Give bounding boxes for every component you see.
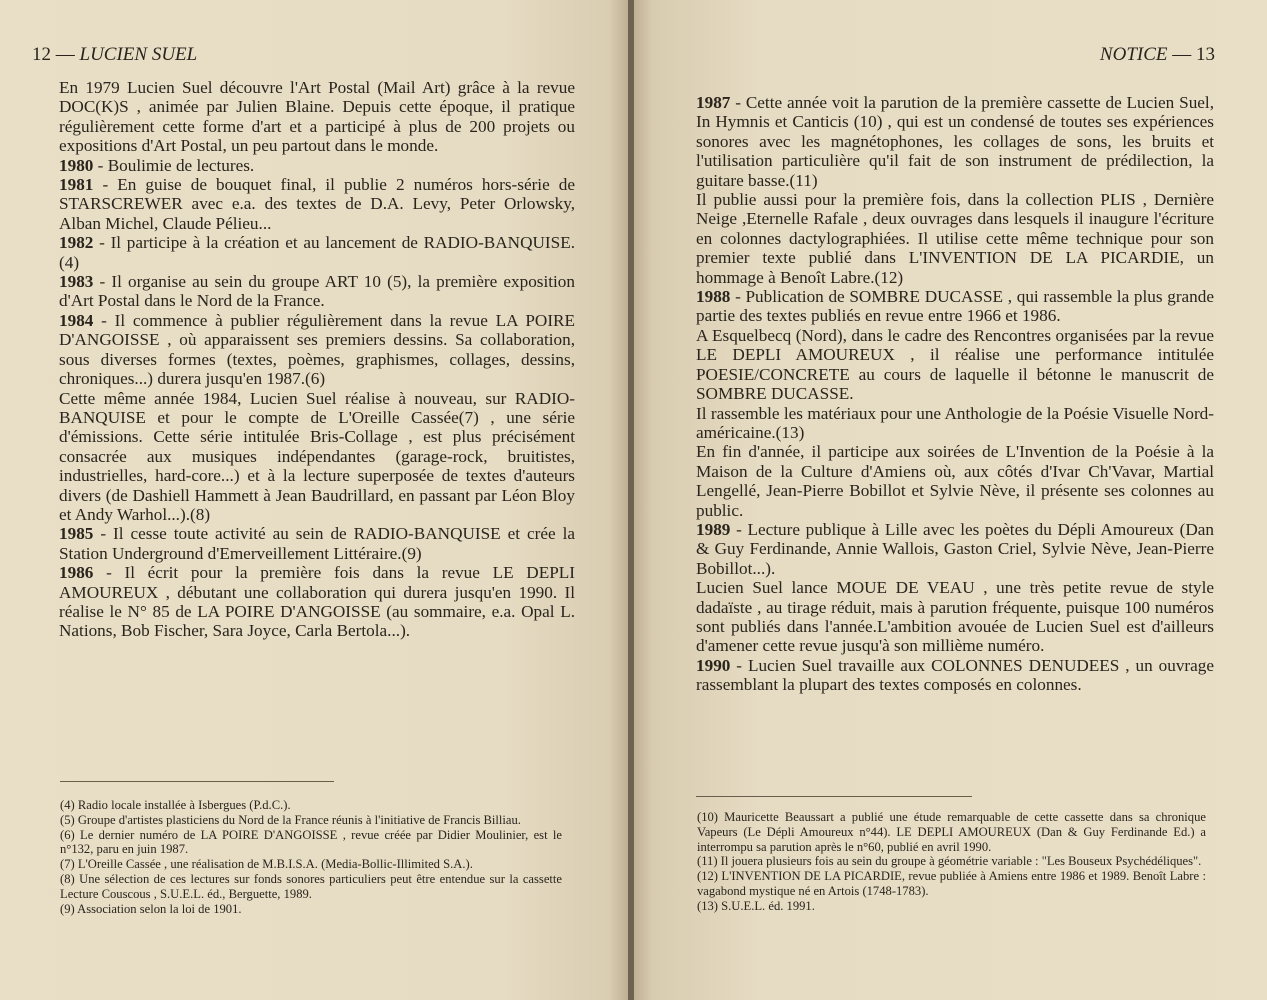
page-number-right: — 13: [1167, 44, 1215, 65]
paragraph: 1981 - En guise de bouquet final, il publie 2 numéros hors-série de STARSCREWER avec e.a. des textes de D.A. Levy, Peter Orlowsky, Alban Michel, Claude Pélieu...: [59, 175, 575, 233]
running-head-left: [32, 44, 197, 66]
paragraph: Il publie aussi pour la première fois, dans la collection PLIS , Dernière Neige ,Eternelle Rafale , deux ouvrages dans lesquels il inaugure l'écriture en colonnes dactylographiées. Il utilise cette même technique pour son premier texte publié dans L'INVENTION DE LA PICARDIE, un hommage à Benoît Labre.(12): [696, 190, 1214, 287]
footnote: (10) Mauricette Beaussart a publié une étude remarquable de cette cassette dans sa chronique Vapeurs (Le Dépli Amoureux n°44). LE DEPLI AMOUREUX (Dan & Guy Ferdinande Ed.) a interrompu sa parution après le n°60, publié en avril 1990.: [697, 810, 1206, 854]
footnote: (6) Le dernier numéro de LA POIRE D'ANGOISSE , revue créée par Didier Moulinier, est le n°132, paru en juin 1987.: [60, 827, 562, 857]
running-head-title: NOTICE: [1099, 44, 1168, 65]
footnote-rule: [60, 781, 334, 782]
footnote: (12) L'INVENTION DE LA PICARDIE, revue publiée à Amiens entre 1986 et 1989. Benoît Labre : vagabond mystique né en Artois (1748-1783).: [697, 869, 1206, 898]
paragraph: Lucien Suel lance MOUE DE VEAU , une très petite revue de style dadaïste , au tirage réduit, mais à parution fréquente, puisque 100 numéros sont publiés dans l'année.L'ambition avouée de Lucien Suel est d'ailleurs d'amener cette revue jusqu'à son millième numéro.: [696, 578, 1214, 656]
paragraph: 1985 - Il cesse toute activité au sein de RADIO-BANQUISE et crée la Station Underground d'Emerveillement Littéraire.(9): [59, 524, 575, 563]
left-page: [0, 0, 628, 1000]
footnote: (13) S.U.E.L. éd. 1991.: [697, 898, 815, 913]
footnote: (5) Groupe d'artistes plasticiens du Nord de la France réunis à l'initiative de Francis Billiau.: [60, 812, 521, 827]
footnote: (9) Association selon la loi de 1901.: [60, 901, 242, 916]
paragraph: 1990 - Lucien Suel travaille aux COLONNES DENUDEES , un ouvrage rassemblant la plupart des textes composés en colonnes.: [696, 655, 1214, 695]
footnote: (7) L'Oreille Cassée , une réalisation de M.B.I.S.A. (Media-Bollic-Illimited S.A.).: [60, 857, 473, 872]
page-number-left: 12 —: [32, 44, 80, 65]
paragraph: En fin d'année, il participe aux soirées de L'Invention de la Poésie à la Maison de la Culture d'Amiens où, aux côtés d'Ivar Ch'Vavar, Martial Lengellé, Jean-Pierre Bobillot et Sylvie Nève, il présente ses colonnes au public.: [696, 442, 1214, 520]
left-footnotes: [60, 798, 562, 916]
paragraph: 1986 - Il écrit pour la première fois dans la revue LE DEPLI AMOUREUX , débutant une collaboration qui durera jusqu'en 1990. Il réalise le N° 85 de LA POIRE D'ANGOISSE (au sommaire, e.a. Opal L. Nations, Bob Fischer, Sara Joyce, Carla Bertola...).: [59, 563, 575, 641]
running-head-author: LUCIEN SUEL: [79, 44, 198, 65]
paragraph: 1988 - Publication de SOMBRE DUCASSE , qui rassemble la plus grande partie des textes publiés en revue entre 1966 et 1986.: [696, 287, 1214, 326]
footnote: (8) Une sélection de ces lectures sur fonds sonores particuliers peut être entendue sur la cassette Lecture Couscous , S.U.E.L. éd., Berguette, 1989.: [60, 871, 562, 901]
paragraph: 1980 - Boulimie de lectures.: [59, 155, 255, 175]
right-body-text: [696, 93, 1214, 695]
paragraph: 1989 - Lecture publique à Lille avec les poètes du Dépli Amoureux (Dan & Guy Ferdinande, Annie Wallois, Gaston Criel, Sylvie Nève, Jean-Pierre Bobillot...).: [696, 519, 1214, 578]
paragraph: Il rassemble les matériaux pour une Anthologie de la Poésie Visuelle Nord-américaine.(13): [696, 403, 1214, 442]
right-footnotes: [697, 810, 1206, 914]
left-body-text: [59, 78, 575, 641]
paragraph: En 1979 Lucien Suel découvre l'Art Postal (Mail Art) grâce à la revue DOC(K)S , animée par Julien Blaine. Depuis cette époque, il pratique régulièrement cette forme d'art et a participé à plus de 200 projets ou expositions d'Art Postal, un peu partout dans le monde.: [59, 78, 575, 156]
running-head-right: [1100, 44, 1215, 66]
paragraph: 1987 - Cette année voit la parution de la première cassette de Lucien Suel, In Hymnis et Canticis (10) , qui est un condensé de toutes ses expériences sonores avec les magnétophones, les collages de sons, les bruits et l'utilisation particulière qu'il fait de son instrument de prédilection, la guitare basse.(11): [696, 93, 1214, 190]
footnote: (4) Radio locale installée à Isbergues (P.d.C.).: [60, 798, 291, 812]
paragraph: A Esquelbecq (Nord), dans le cadre des Rencontres organisées par la revue LE DEPLI AMOUREUX , il réalise une performance intitulée POESIE/CONCRETE au cours de laquelle il bétonne le manuscrit de SOMBRE DUCASSE.: [696, 325, 1214, 404]
footnote-rule: [696, 796, 972, 797]
paragraph: 1982 - Il participe à la création et au lancement de RADIO-BANQUISE. (4): [59, 233, 575, 272]
footnote: (11) Il jouera plusieurs fois au sein du groupe à géométrie variable : "Les Bouseux Psychédéliques".: [697, 854, 1202, 869]
paragraph: 1983 - Il organise au sein du groupe ART 10 (5), la première exposition d'Art Postal dans le Nord de la France.: [59, 272, 575, 311]
paragraph: 1984 - Il commence à publier régulièrement dans la revue LA POIRE D'ANGOISSE , où apparaissent ses premiers dessins. Sa collaboration, sous diverses formes (textes, poèmes, graphismes, collages, dessins, chroniques...) durera jusqu'en 1987.(6): [59, 310, 575, 389]
paragraph: Cette même année 1984, Lucien Suel réalise à nouveau, sur RADIO-BANQUISE et pour le compte de L'Oreille Cassée(7) , une série d'émissions. Cette série intitulée Bris-Collage , est plus précisément consacrée aux musiques indépendantes (garage-rock, bruitistes, industrielles, hard-core...) et à la lecture superposée de textes d'auteurs divers (de Dashiell Hammett à Jean Baudrillard, en passant par Léon Bloy et Andy Warhol...).(8): [59, 388, 575, 524]
